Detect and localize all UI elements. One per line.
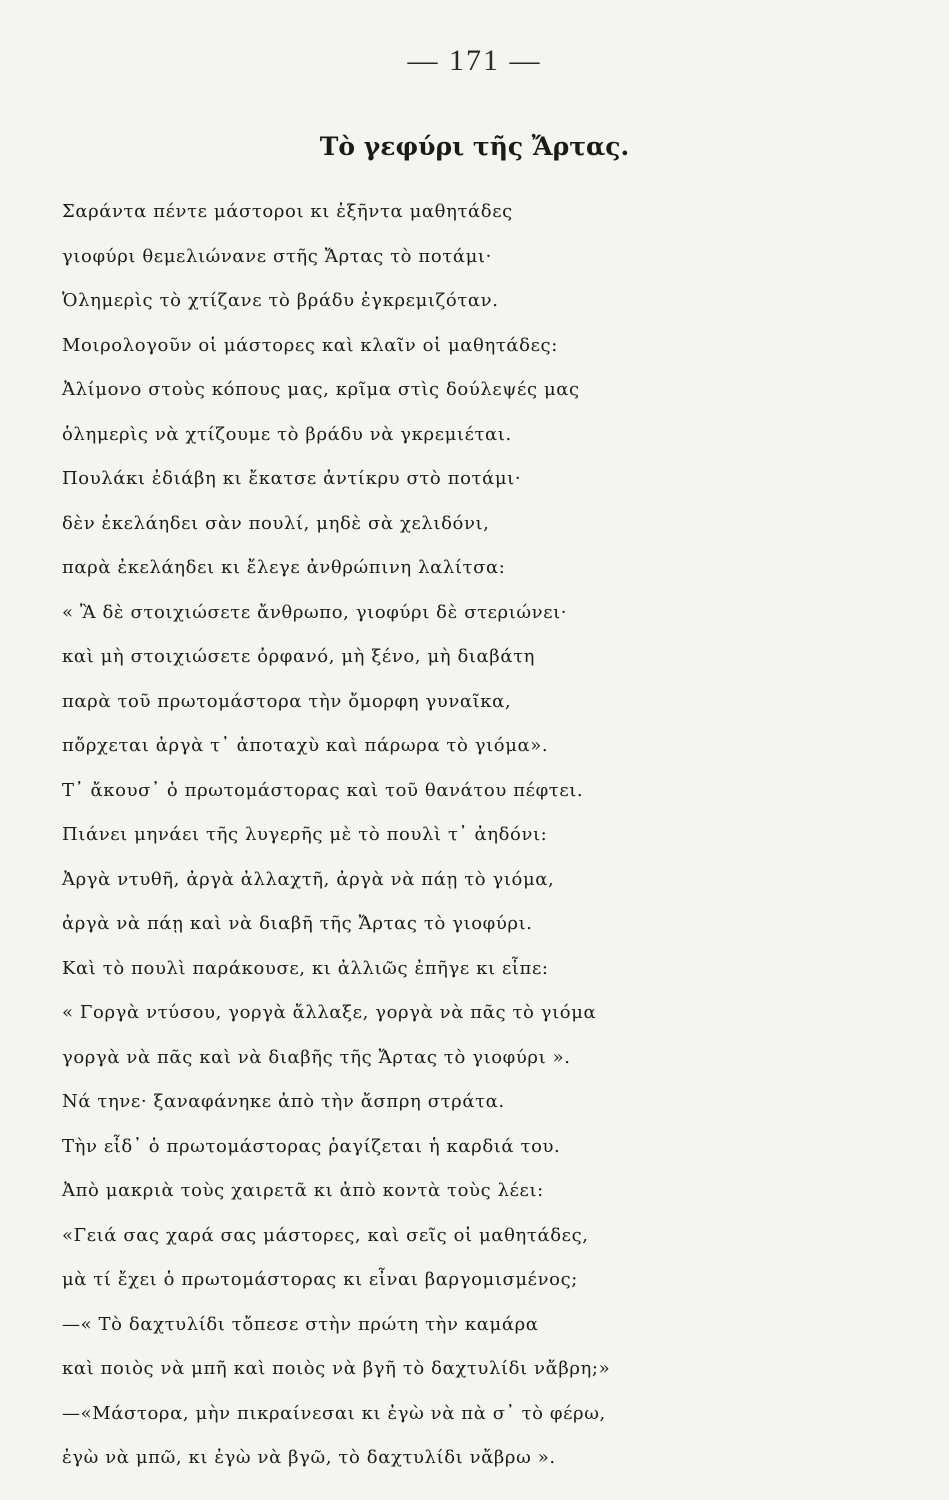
poem-line: —« Τὸ δαχτυλίδι τὄπεσε στὴν πρώτη τὴν καμάρα xyxy=(62,1313,539,1335)
poem-line: Ἀπὸ μακριὰ τοὺς χαιρετᾶ κι ἀπὸ κοντὰ τοὺς λέει: xyxy=(62,1180,544,1201)
poem-line: Πιάνει μηνάει τῆς λυγερῆς μὲ τὸ πουλὶ τ᾿ ἀηδόνι: xyxy=(62,824,548,845)
poem-line: παρὰ τοῦ πρωτομάστορα τὴν ὄμορφη γυναῖκα, xyxy=(62,690,512,712)
poem-line: ἀργὰ νὰ πάῃ καὶ νὰ διαβῆ τῆς Ἄρτας τὸ γιοφύρι. xyxy=(62,913,533,934)
poem-line: Καὶ τὸ πουλὶ παράκουσε, κι ἀλλιῶς ἐπῆγε κι εἶπε: xyxy=(62,957,549,979)
poem-line: γοργὰ νὰ πᾶς καὶ νὰ διαβῆς τῆς Ἄρτας τὸ γιοφύρι ». xyxy=(62,1046,571,1068)
poem-line: καὶ ποιὸς νὰ μπῆ καὶ ποιὸς νὰ βγῆ τὸ δαχτυλίδι νἄβρη;» xyxy=(62,1358,611,1379)
poem-line: καὶ μὴ στοιχιώσετε ὀρφανό, μὴ ξένο, μὴ διαβάτη xyxy=(62,646,536,667)
poem-line: παρὰ ἐκελάηδει κι ἔλεγε ἀνθρώπινη λαλίτσα: xyxy=(62,557,506,578)
poem-line: «Γειά σας χαρά σας μάστορες, καὶ σεῖς οἱ μαθητάδες, xyxy=(62,1224,589,1246)
poem-line: Τ᾿ ἄκουσ᾿ ὁ πρωτομάστορας καὶ τοῦ θανάτου πέφτει. xyxy=(62,779,584,801)
poem-line: Σαράντα πέντε μάστοροι κι ἑξῆντα μαθητάδες xyxy=(62,201,513,222)
poem-line: Ἀλίμονο στοὺς κόπους μας, κρῖμα στὶς δούλεψές μας xyxy=(62,379,580,400)
poem-line: πὄρχεται ἀργὰ τ᾿ ἀποταχὺ καὶ πάρωρα τὸ γιόμα». xyxy=(62,735,549,756)
page-number: — 171 — xyxy=(407,44,542,77)
poem-line: Ἀργὰ ντυθῆ, ἀργὰ ἀλλαχτῆ, ἀργὰ νὰ πάῃ τὸ γιόμα, xyxy=(62,868,555,890)
poem-line: Τὴν εἶδ᾿ ὁ πρωτομάστορας ῥαγίζεται ἡ καρδιά του. xyxy=(62,1135,561,1157)
poem-line: Μοιρολογοῦν οἱ μάστορες καὶ κλαῖν οἱ μαθητάδες: xyxy=(62,334,558,356)
poem-line: « Ἂ δὲ στοιχιώσετε ἄνθρωπο, γιοφύρι δὲ στεριώνει· xyxy=(62,601,568,623)
poem-line: Νά τηνε· ξαναφάνηκε ἀπὸ τὴν ἄσπρη στράτα. xyxy=(62,1091,505,1112)
poem-title: Τὸ γεφύρι τῆς Ἄρτας. xyxy=(319,132,630,161)
poem-line: γιοφύρι θεμελιώνανε στῆς Ἄρτας τὸ ποτάμι· xyxy=(62,245,492,267)
poem-line: ἐγὼ νὰ μπῶ, κι ἐγὼ νὰ βγῶ, τὸ δαχτυλίδι νἄβρω ». xyxy=(62,1447,556,1468)
poem-line: —«Μάστορα, μὴν πικραίνεσαι κι ἐγὼ νὰ πὰ σ᾿ τὸ φέρω, xyxy=(62,1402,606,1424)
poem-line: δὲν ἐκελάηδει σὰν πουλί, μηδὲ σὰ χελιδόνι, xyxy=(62,512,490,534)
poem-line: Πουλάκι ἐδιάβη κι ἔκατσε ἀντίκρυ στὸ ποτάμι· xyxy=(62,468,522,489)
poem-line: « Γοργὰ ντύσου, γοργὰ ἄλλαξε, γοργὰ νὰ πᾶς τὸ γιόμα xyxy=(62,1002,597,1023)
poem-line: μὰ τί ἔχει ὁ πρωτομάστορας κι εἶναι βαργομισμένος; xyxy=(62,1269,578,1290)
poem-body xyxy=(62,190,922,1481)
poem-line: ὁλημερὶς νὰ χτίζουμε τὸ βράδυ νὰ γκρεμιέται. xyxy=(62,423,512,445)
poem-line: Ὁλημερὶς τὸ χτίζανε τὸ βράδυ ἐγκρεμιζόταν. xyxy=(62,290,499,311)
